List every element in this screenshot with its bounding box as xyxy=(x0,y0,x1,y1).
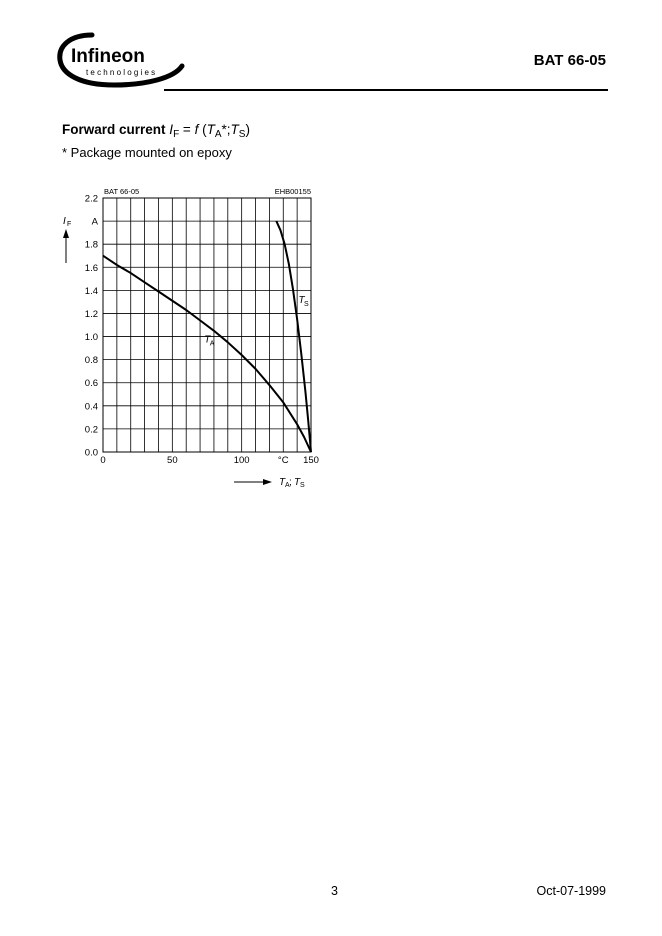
x-axis-label-a: T xyxy=(279,477,286,488)
series-label-sub: A xyxy=(209,340,215,348)
x-axis-label-a-sub: A xyxy=(285,482,290,489)
figure-title-ts-sub: S xyxy=(238,129,246,140)
y-tick-label: 2.2 xyxy=(84,193,98,205)
figure-title-close: ) xyxy=(245,122,250,137)
x-tick-label: 50 xyxy=(167,455,178,466)
logo-subtext: technologies xyxy=(86,68,158,77)
y-tick-label: 0.8 xyxy=(84,355,98,367)
figure-title-f: f xyxy=(194,122,199,137)
y-tick-label: 0.2 xyxy=(84,424,98,436)
series-line xyxy=(103,256,311,452)
figure-title-var: I xyxy=(169,122,174,137)
y-tick-label: 1.6 xyxy=(84,262,98,274)
logo-text: Infineon xyxy=(71,46,145,67)
x-axis-arrow-icon xyxy=(263,479,272,485)
figure-title-eq: = xyxy=(179,122,195,137)
chart-top-left-label: BAT 66-05 xyxy=(104,187,140,196)
y-tick-label: 0.4 xyxy=(84,401,98,413)
y-tick-label: 0.0 xyxy=(84,447,98,459)
y-tick-label: 1.2 xyxy=(84,308,98,320)
series-label: T xyxy=(204,334,211,346)
x-tick-label: 100 xyxy=(233,455,250,466)
series-label: T xyxy=(298,295,305,307)
figure-note: * Package mounted on epoxy xyxy=(62,145,232,160)
page-number: 3 xyxy=(331,884,338,898)
series-label-sub: S xyxy=(304,301,309,309)
footer-date: Oct-07-1999 xyxy=(536,884,606,898)
figure-title-var-sub: F xyxy=(173,129,180,140)
x-tick-label: 150 xyxy=(303,455,319,466)
x-axis-label-b: T xyxy=(294,477,301,488)
y-axis-label: I xyxy=(63,216,66,227)
x-tick-label: 0 xyxy=(100,455,106,466)
y-tick-label: 1.8 xyxy=(84,239,98,251)
chart-top-right-label: EHB00155 xyxy=(274,187,311,196)
y-axis-arrow-icon xyxy=(63,229,69,238)
y-axis-label-sub: F xyxy=(67,221,72,228)
figure-title-star: *; xyxy=(221,122,231,137)
part-number: BAT 66-05 xyxy=(533,52,606,69)
figure-title-ts: T xyxy=(230,122,239,137)
y-tick-label: 0.6 xyxy=(84,378,98,390)
x-axis-label-b-sub: S xyxy=(300,482,305,489)
figure-title-ta: T xyxy=(206,122,215,137)
x-unit-label: °C xyxy=(277,455,289,466)
figure-title-ta-sub: A xyxy=(214,129,222,140)
x-axis-label-sep: ; xyxy=(289,477,292,488)
figure-title-open: ( xyxy=(198,122,207,137)
y-tick-label: 1.0 xyxy=(84,332,98,344)
y-unit-label: A xyxy=(91,216,98,228)
y-tick-label: 1.4 xyxy=(84,285,98,297)
figure-title-bold: Forward current xyxy=(62,122,166,137)
